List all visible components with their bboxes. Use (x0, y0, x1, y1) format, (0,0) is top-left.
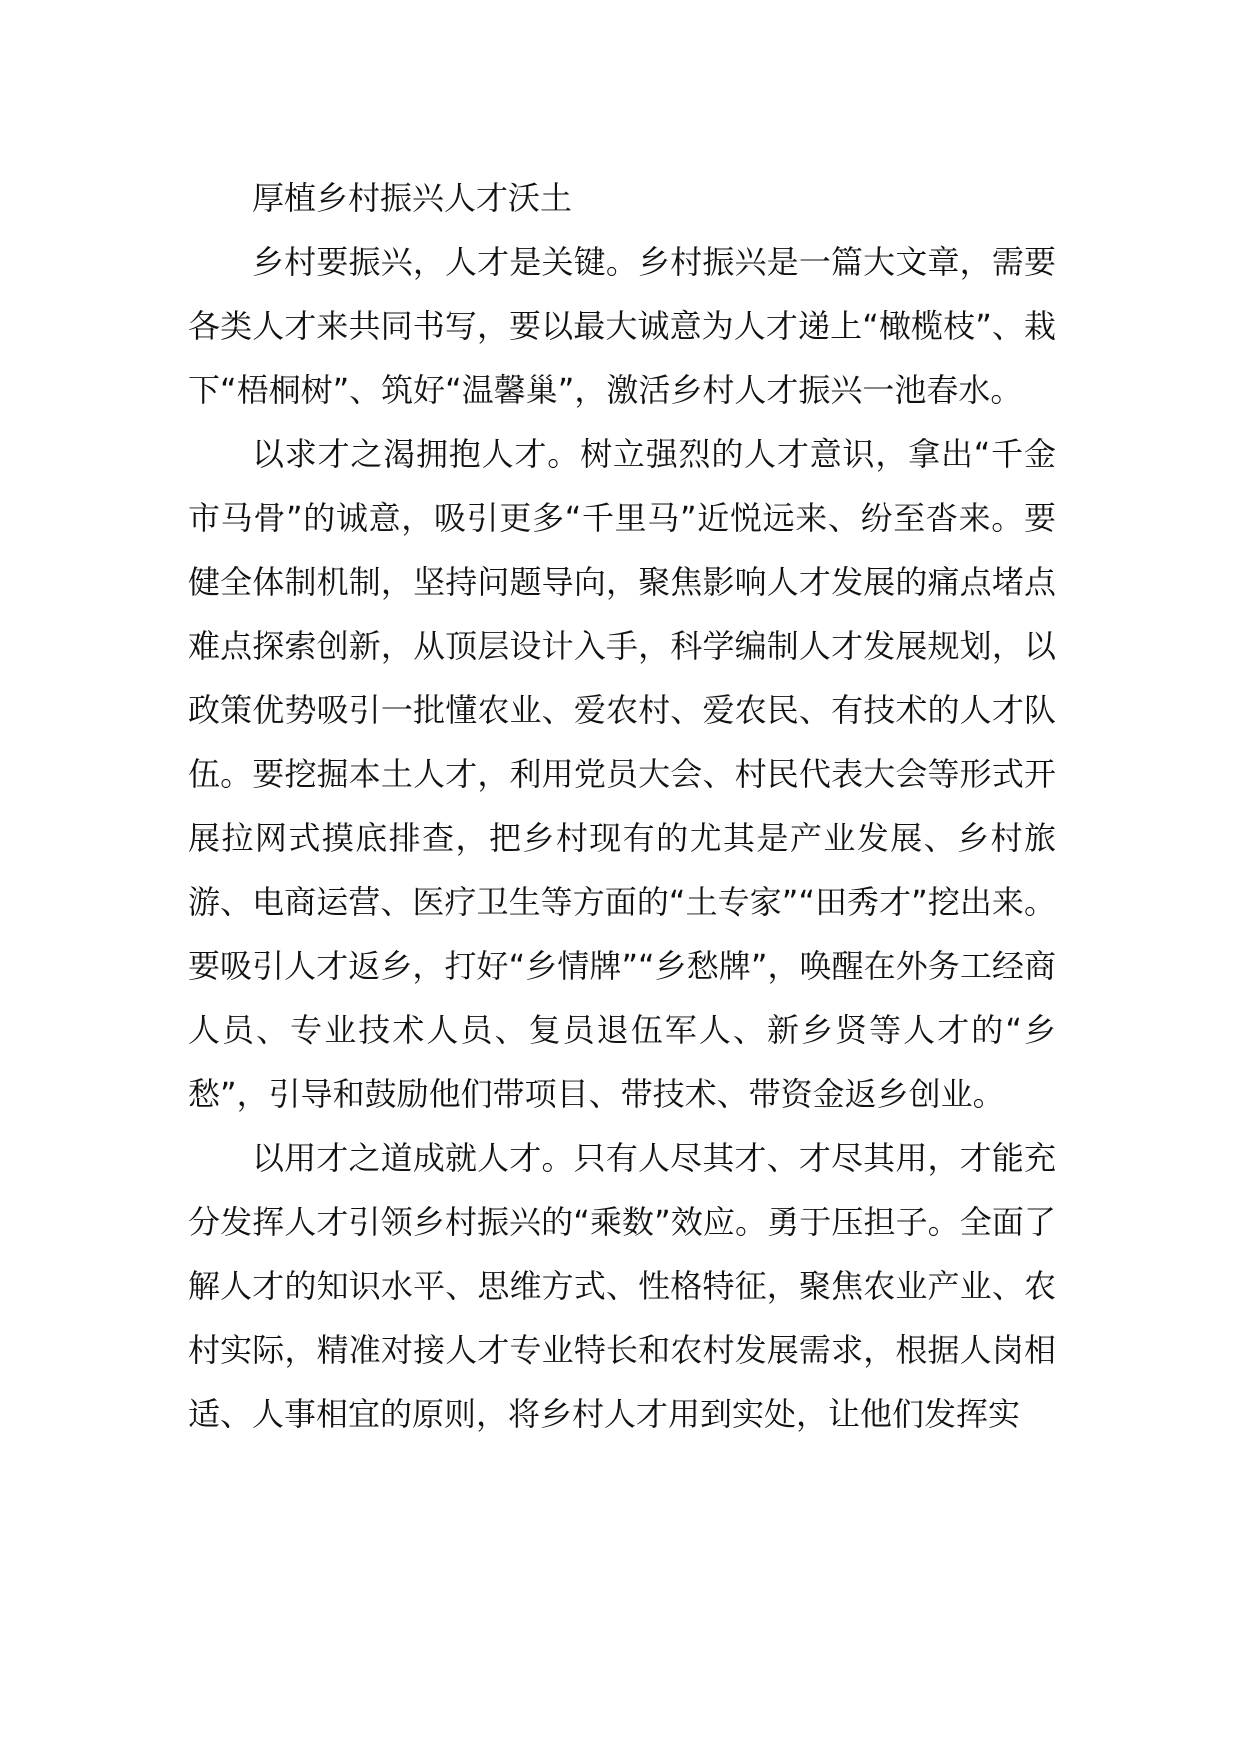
document-title: 厚植乡村振兴人才沃土 (252, 179, 573, 217)
paragraph-1: 乡村要振兴，人才是关键。乡村振兴是一篇大文章，需要各类人才来共同书写，要以最大诚意为人才递上“橄榄枝”、栽下“梧桐树”、筑好“温馨巢”，激活乡村人才振兴一池春水。 (188, 243, 1056, 409)
document-body (188, 166, 1056, 1446)
paragraph-3: 以用才之道成就人才。只有人尽其才、才尽其用，才能充分发挥人才引领乡村振兴的“乘数”效应。勇于压担子。全面了解人才的知识水平、思维方式、性格特征，聚焦农业产业、农村实际，精准对接人才专业特长和农村发展需求，根据人岗相适、人事相宜的原则，将乡村人才用到实处，让他们发挥实 (188, 1139, 1056, 1433)
paragraph-2: 以求才之渴拥抱人才。树立强烈的人才意识，拿出“千金市马骨”的诚意，吸引更多“千里马”近悦远来、纷至沓来。要健全体制机制，坚持问题导向，聚焦影响人才发展的痛点堵点难点探索创新，从顶层设计入手，科学编制人才发展规划，以政策优势吸引一批懂农业、爱农村、爱农民、有技术的人才队伍。要挖掘本土人才，利用党员大会、村民代表大会等形式开展拉网式摸底排查，把乡村现有的尤其是产业发展、乡村旅游、电商运营、医疗卫生等方面的“土专家”“田秀才”挖出来。要吸引人才返乡，打好“乡情牌”“乡愁牌”，唤醒在外务工经商人员、专业技术人员、复员退伍军人、新乡贤等人才的“乡愁”，引导和鼓励他们带项目、带技术、带资金返乡创业。 (188, 435, 1056, 1113)
